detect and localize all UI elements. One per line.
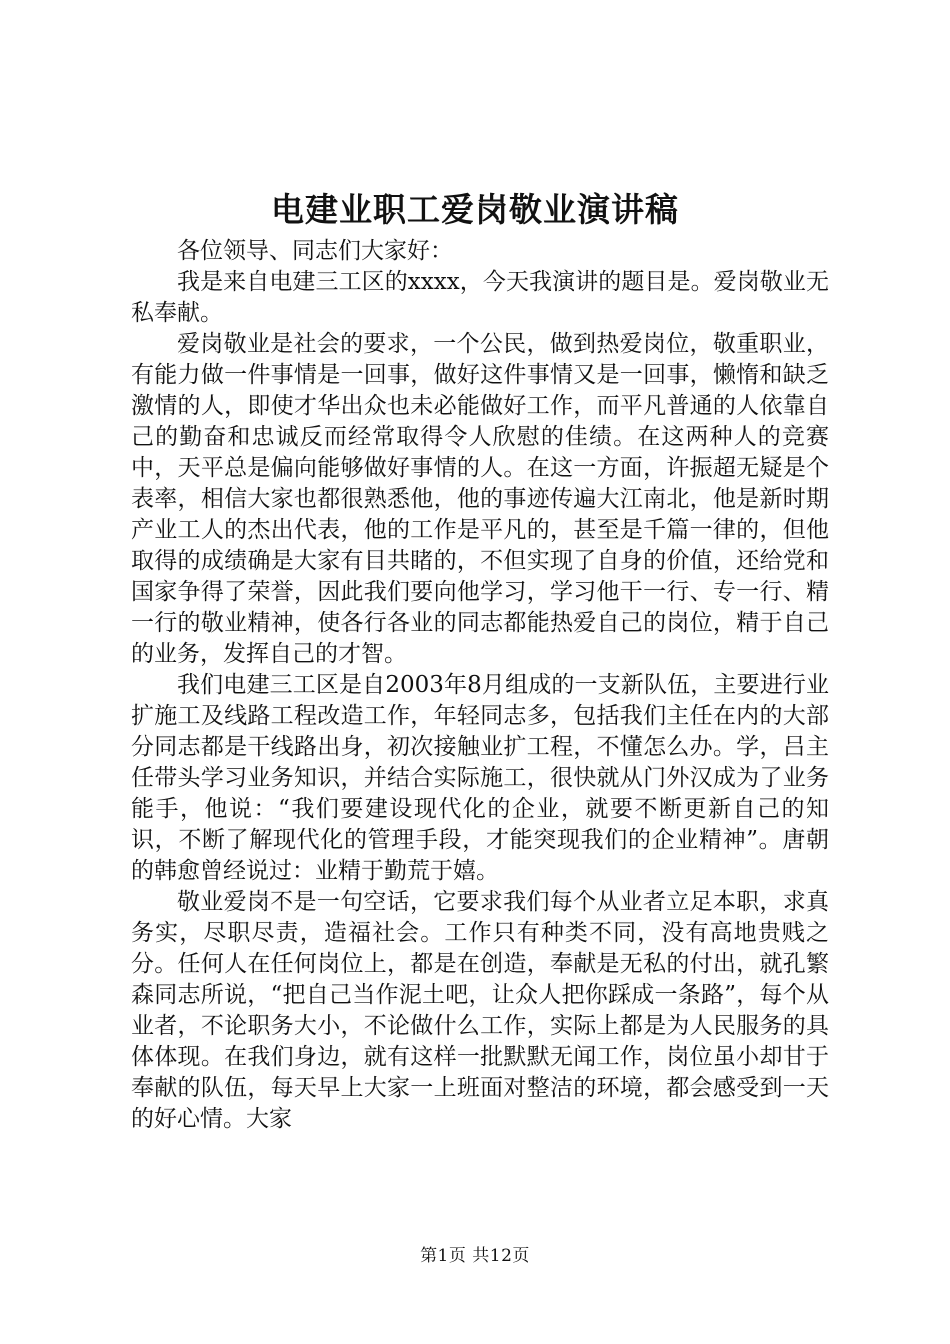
paragraph-greeting: 各位领导、同志们大家好： (177, 238, 453, 264)
paragraph-work-area: 我们电建三工区是自2003年8月组成的一支新队伍，主要进行业扩施工及线路工程改造工作，年轻同志多，包括我们主任在内的大部分同志都是干线路出身，初次接触业扩工程，不懂怎么办。学，吕主任带头学习业务知识，并结合实际施工，很快就从门外汉成为了业务能手，他说：“我们要建设现代化的企业，就要不断更新自己的知识，不断了解现代化的管理手段，才能突现我们的企业精神”。唐朝的韩愈曾经说过：业精于勤荒于嬉。 (131, 672, 829, 884)
paragraph-intro: 我是来自电建三工区的xxxx，今天我演讲的题目是。爱岗敬业无私奉献。 (131, 269, 829, 326)
document-title: 电建业职工爱岗敬业演讲稿 (271, 190, 679, 229)
paragraph-dedication: 爱岗敬业是社会的要求，一个公民，做到热爱岗位，敬重职业，有能力做一件事情是一回事，做好这件事情又是一回事，懒惰和缺乏激情的人，即使才华出众也未必能做好工作，而平凡普通的人依靠自己的勤奋和忠诚反而经常取得令人欣慰的佳绩。在这两种人的竞赛中，天平总是偏向能够做好事情的人。在这一方面，许振超无疑是个表率，相信大家也都很熟悉他，他的事迹传遍大江南北，他是新时期产业工人的杰出代表，他的工作是平凡的，甚至是千篇一律的，但他取得的成绩确是大家有目共睹的，不但实现了自身的价值，还给党和国家争得了荣誉，因此我们要向他学习，学习他干一行、专一行、精一行的敬业精神，使各行各业的同志都能热爱自己的岗位，精于自己的业务，发挥自己的才智。 (131, 331, 829, 667)
paragraph-service: 敬业爱岗不是一句空话，它要求我们每个从业者立足本职，求真务实，尽职尽责，造福社会。工作只有种类不同，没有高地贵贱之分。任何人在任何岗位上，都是在创造，奉献是无私的付出，就孔繁森同志所说，“把自己当作泥土吧，让众人把你踩成一条路”，每个从业者，不论职务大小，不论做什么工作，实际上都是为人民服务的具体体现。在我们身边，就有这样一批默默无闻工作，岗位虽小却甘于奉献的队伍，每天早上大家一上班面对整洁的环境，都会感受到一天的好心情。大家 (131, 889, 829, 1132)
page-number-footer: 第1页 共12页 (420, 1246, 530, 1266)
document-body (131, 236, 829, 1135)
